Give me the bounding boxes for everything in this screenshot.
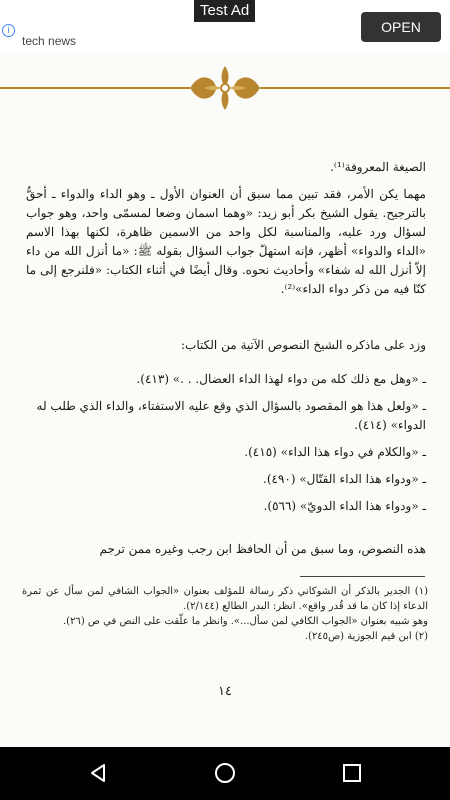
list-item: ـ «والكلام في دواء هذا الداء» (٤١٥). — [244, 445, 426, 459]
page-number: ١٤ — [218, 684, 232, 699]
ad-label: Test Ad — [194, 0, 255, 22]
quote-list — [26, 370, 426, 524]
list-item: ـ «وهل مع ذلك كله من دواء لهذا الداء العضال. . .» (٤١٣). — [136, 372, 426, 386]
ornament-divider-icon — [0, 62, 450, 114]
book-page[interactable] — [0, 54, 450, 747]
recents-icon[interactable] — [340, 761, 364, 785]
text-line-heading: الصيغة المعروفة⁽¹⁾. — [330, 160, 426, 174]
footnotes — [22, 584, 428, 644]
list-item: ـ «ودواء هذا الداء القتّال» (٤٩٠). — [263, 472, 426, 486]
navigation-bar — [0, 747, 450, 800]
footnote-1: (١) الجدير بالذكر أن الشوكاني ذكر رسالة للمؤلف بعنوان «الجواب الشافي لمن سأل عن ثمرة الدعاء إذا كان ما قد قُدر واقع». انظر: البدر الطالع (٢/١٤٤). — [22, 586, 428, 612]
paragraph-intro: وزد على ماذكره الشيخ النصوص الآتية من الكتاب: — [181, 338, 426, 352]
ad-open-button[interactable]: OPEN — [361, 12, 441, 42]
ad-info-icon[interactable]: i — [2, 24, 15, 37]
paragraph-main: مهما يكن الأمر، فقد تبين مما سبق أن العنوان الأول ـ وهو الداء والدواء ـ أحقُّ بالترجيح. يقول الشيخ بكر أبو زيد: «وهما اسمان وضعا لمسمّى واحد، وهو جواب لسؤال ورد عليه، والمناسبة لكل واحد من الاسمين ظاهرة، لكنها بهذا الاسم «الداء والدواء» أظهر، فإنه استهلّ جواب السؤال بقوله ﷺ: «ما أنزل الله من داء إلاّ أنزل الله له شفاء» وأحاديث نحوه. وقال أيضًا في أثناء الكتاب: «فلنرجع إلى ما كنّا فيه من ذكر دواء الداء»⁽²⁾. — [26, 187, 426, 296]
list-item: ـ «ودواء هذا الداء الدويّ» (٥٦٦). — [263, 499, 426, 513]
paragraph-closing: هذه النصوص، وما سبق من أن الحافظ ابن رجب وغيره ممن ترجم — [99, 542, 426, 556]
footnote-divider — [300, 576, 425, 577]
ad-source-text[interactable]: tech news — [22, 34, 77, 48]
footnote-1-cont: وهو شبيه بعنوان «الجواب الكافي لمن سأل...». وانظر ما علّقت على النص في ص (٢٦). — [62, 616, 428, 627]
ad-banner[interactable] — [0, 0, 450, 54]
list-item: ـ «ولعل هذا هو المقصود بالسؤال الذي وقع عليه الاستفتاء، والداء الذي طلب له الدواء» (٤١٤). — [36, 399, 426, 432]
footnote-2: (٢) ابن قيم الجوزية (ص٢٤٥). — [304, 631, 428, 642]
back-icon[interactable] — [86, 761, 110, 785]
home-icon[interactable] — [213, 761, 237, 785]
